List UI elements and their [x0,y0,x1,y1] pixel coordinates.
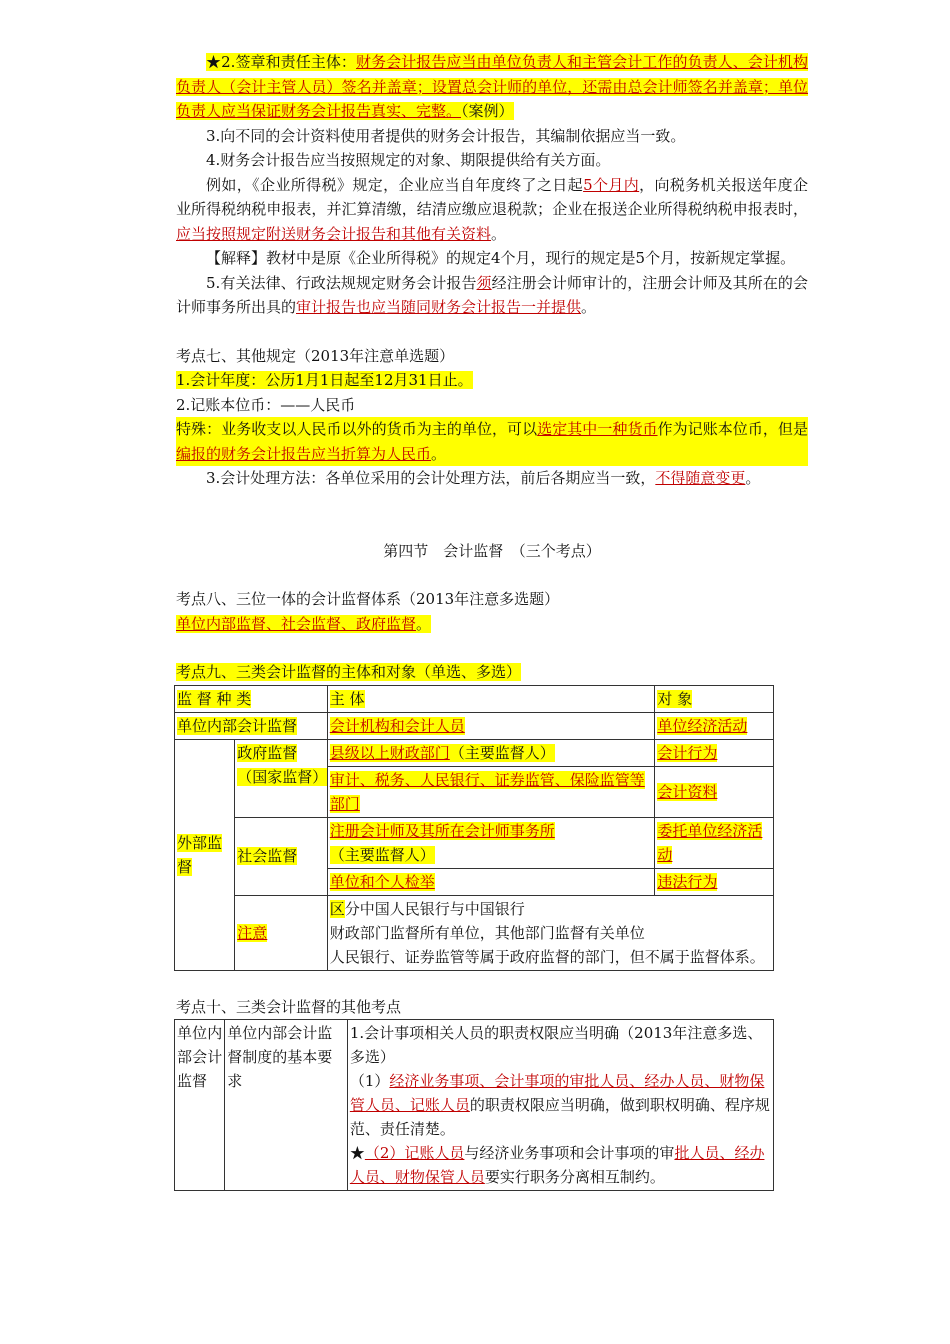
table-row: 外部监督 政府监督（国家监督） 县级以上财政部门（主要监督人） 会计行为 [175,739,774,766]
para-example: 例如，《企业所得税》规定，企业应当自年度终了之日起5个月内，向税务机关报送年度企业所得税纳税申报表，并汇算清缴，结清应缴应退税款；企业在报送企业所得税纳税申报表时，应当按照规定附送财务会计报告和其他有关资料。 [176,175,808,243]
signature-heading: ★2.签章和责任主体： [206,53,356,71]
audit-report: 审计报告也应当随同财务会计报告一并提供 [296,298,582,316]
table-row: 社会监督 注册会计师及其所在会计师事务所（主要监督人） 委托单位经济活动 [175,817,774,868]
k9-title: 考点九、三类会计监督的主体和对象（单选、多选） [176,663,522,681]
table-row: 单位内部会计监督 会计机构和会计人员 单位经济活动 [175,712,774,739]
section-title: 第四节 会计监督 （三个考点） [383,541,601,560]
para-4: 4.财务会计报告应当按照规定的对象、期限提供给有关方面。 [206,151,611,169]
other-points-table [174,1019,774,1191]
table-row: 单位和个人检举 违法行为 [175,868,774,895]
k7-special: 特殊：业务收支以人民币以外的货币为主的单位，可以选定其中一种货币作为记账本位币，但是编报的财务会计报告应当折算为人民币。 [176,417,808,466]
k10-title: 考点十、三类会计监督的其他考点 [176,997,402,1016]
attach-report: 应当按照规定附送财务会计报告和其他有关资料 [176,224,492,243]
five-months: 5个月内 [583,175,640,194]
table-row: 审计、税务、人民银行、证券监管、保险监管等部门 会计资料 [175,766,774,817]
signature-rule: 财务会计报告应当由单位负责人和主管会计工作的负责人、会计机构负责人（会计主管人员）签名并盖章；设置总会计师的单位，还需由总会计师签名并盖章；单位负责人应当保证财务会计报告真实、完整。 [176,53,808,120]
para-explanation: 【解释】教材中是原《企业所得税》的规定4个月，现行的规定是5个月，按新规定掌握。 [206,249,796,267]
k8-title: 考点八、三位一体的会计监督体系（2013年注意多选题） [176,590,560,608]
k7-line2: 2.记账本位币：——人民币 [176,395,356,414]
table-row: 注意 区分中国人民银行与中国银行 财政部门监督所有单位，其他部门监督有关单位 人民银行、证券监管等属于政府监督的部门，但不属于监督体系。 [175,895,774,970]
k7-title: 考点七、其他规定（2013年注意单选题） [176,346,455,365]
para-signature [176,50,808,124]
k7-line3: 3.会计处理方法：各单位采用的会计处理方法，前后各期应当一致，不得随意变更。 [206,469,761,487]
para-3: 3.向不同的会计资料使用者提供的财务会计报告，其编制依据应当一致。 [206,126,686,145]
document-page [176,50,808,1191]
k8-body: 单位内部监督、社会监督、政府监督。 [176,614,432,633]
k7-line1: 1.会计年度：公历1月1日起至12月31日止。 [176,371,473,389]
case-tag: （案例） [461,102,514,120]
table-row: 单位内部会计监督 单位内部会计监督制度的基本要求 1.会计事项相关人员的职责权限应当明确（2013年注意多选、多选） （1）经济业务事项、会计事项的审批人员、经办人员、财物保管人员、记账人员的职责权限应当明确，做到职权明确、程序规范、责任清楚。 ★（2）记账人员与经济业务事项和会计事项的审批人员、经办人员、财物保管人员要实行职务分离相互制约。 [175,1020,774,1191]
supervision-table [174,685,774,971]
para-5: 5.有关法律、行政法规规定财务会计报告须经注册会计师审计的，注册会计师及其所在的会计师事务所出具的审计报告也应当随同财务会计报告一并提供。 [176,273,808,316]
table-row: 监 督 种 类 主 体 对 象 [175,685,774,712]
